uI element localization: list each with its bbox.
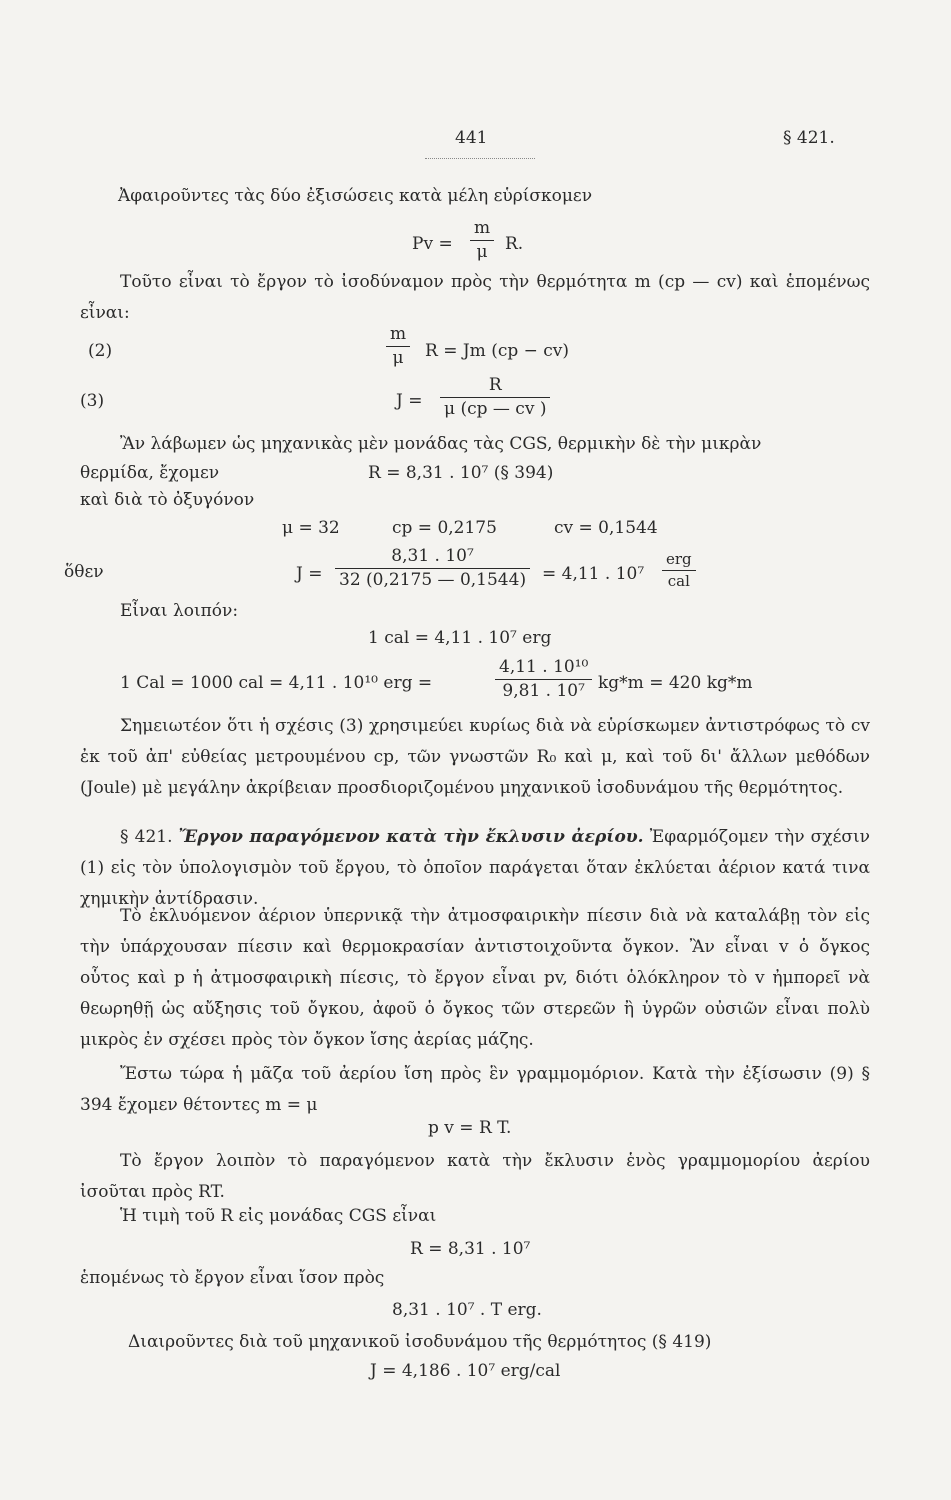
eq-j-right: = 4,11 . 10⁷ bbox=[542, 564, 645, 584]
eq2-denominator: μ bbox=[386, 346, 410, 367]
paragraph-oxygen: καὶ διὰ τὸ ὀξυγόνον bbox=[80, 490, 255, 510]
eq-kcal-denominator: 9,81 . 10⁷ bbox=[495, 679, 592, 700]
eq-j-label: ὅθεν bbox=[64, 562, 104, 582]
eq-j-unit bbox=[662, 552, 696, 589]
paragraph-mass: Ἔστω τώρα ἡ μᾶζα τοῦ ἀερίου ἴση πρὸς ἓν γραμμομόριον. Κατὰ τὴν ἐξίσωσιν (9) § 394 ἔχομεν θέτοντες m = μ bbox=[80, 1064, 870, 1115]
header-rule bbox=[425, 158, 535, 159]
constant-cp: cp = 0,2175 bbox=[392, 518, 497, 538]
page-number: 441 bbox=[455, 128, 488, 148]
eq-r: R = 8,31 . 10⁷ bbox=[410, 1239, 531, 1259]
eq2-right: R = Jm (cp − cv) bbox=[425, 341, 570, 361]
eq2-label: (2) bbox=[88, 341, 113, 361]
eq-kcal-left: 1 Cal = 1000 cal = 4,11 . 10¹⁰ erg = bbox=[120, 673, 433, 693]
eq-kcal-numerator: 4,11 . 10¹⁰ bbox=[499, 657, 589, 677]
section-title: Ἔργον παραγόμενον κατὰ τὴν ἔκλυσιν ἀερίου. bbox=[178, 827, 644, 847]
eq-kcal-fraction bbox=[495, 659, 592, 700]
eq-j-numerator: 8,31 . 10⁷ bbox=[391, 546, 474, 566]
eq-pv: p v = R T. bbox=[428, 1118, 512, 1138]
eq-j-left: J = bbox=[296, 564, 323, 584]
gas-constant-value: R = 8,31 . 10⁷ (§ 394) bbox=[368, 463, 554, 483]
eq-cal: 1 cal = 4,11 . 10⁷ erg bbox=[368, 628, 552, 648]
section-text: Ἐφαρμόζομεν τὴν σχέσιν (1) εἰς τὸν ὑπολογισμὸν τοῦ ἔργου, τὸ ὁποῖον παράγεται ὅταν ἐκλύεται ἀέριον κατά τινα χημικὴν ἀντίδρασιν. bbox=[80, 827, 871, 909]
therefore-text: Εἶναι λοιπόν: bbox=[120, 601, 239, 621]
paragraph-divide: Διαιροῦντες διὰ τοῦ μηχανικοῦ ἰσοδυνάμου τῆς θερμότητος (§ 419) bbox=[128, 1332, 712, 1352]
eq-final: J = 4,186 . 10⁷ erg/cal bbox=[370, 1361, 561, 1381]
paragraph-note: Σημειωτέον ὅτι ἡ σχέσις (3) χρησιμεύει κυρίως διὰ νὰ εὑρίσκωμεν ἀντιστρόφως τὸ cv ἐκ τοῦ ἀπ' εὐθείας μετρουμένου cp, τῶν γνωστῶν R₀ καὶ μ, καὶ τοῦ δι' ἄλλων μεθόδων (Joule) μὲ μεγάλην ἀκρίβειαν προσδιοριζομένου μηχανικοῦ ἰσοδυνάμου τῆς θερμότητος. bbox=[80, 716, 870, 798]
eq3-numerator: R bbox=[488, 375, 502, 395]
paragraph-rt: Τὸ ἔργον λοιπὸν τὸ παραγόμενον κατὰ τὴν ἔκλυσιν ἑνὸς γραμμομορίου ἀερίου ἰσοῦται πρὸς RT. bbox=[80, 1151, 870, 1202]
eq-j-denominator: 32 (0,2175 — 0,1544) bbox=[335, 568, 530, 589]
eq-kcal-right: kg*m = 420 kg*m bbox=[598, 673, 753, 693]
section-number: § 421. bbox=[120, 827, 173, 847]
eq3-fraction bbox=[440, 377, 550, 418]
eq-work: 8,31 . 10⁷ . T erg. bbox=[392, 1300, 542, 1320]
eq1-denominator: μ bbox=[470, 240, 494, 261]
constant-cv: cv = 0,1544 bbox=[554, 518, 658, 538]
eq1-numerator: m bbox=[474, 218, 491, 238]
eq3-label: (3) bbox=[80, 391, 105, 411]
eq3-left: J = bbox=[396, 391, 423, 411]
paragraph-units: Ἂν λάβωμεν ὡς μηχανικὰς μὲν μονάδας τὰς CGS, θερμικὴν δὲ τὴν μικρὰν bbox=[120, 434, 762, 454]
eq1-left: Pv = bbox=[412, 234, 453, 254]
paragraph-value: Ἡ τιμὴ τοῦ R εἰς μονάδας CGS εἶναι bbox=[120, 1206, 437, 1226]
eq3-denominator: μ (cp — cv ) bbox=[440, 397, 550, 418]
eq2-numerator: m bbox=[390, 324, 407, 344]
constant-mu: μ = 32 bbox=[282, 518, 340, 538]
paragraph-units-left: θερμίδα, ἔχομεν bbox=[80, 463, 220, 483]
eq-j-unit-numerator: erg bbox=[666, 550, 692, 568]
eq1-fraction bbox=[470, 220, 494, 261]
paragraph-gas: Τὸ ἐκλυόμενον ἀέριον ὑπερνικᾷ τὴν ἀτμοσφαιρικὴν πίεσιν διὰ νὰ καταλάβῃ τὸν εἰς τὴν ὑπάρχουσαν πίεσιν καὶ θερμοκρασίαν ἀντιστοιχοῦντα ὄγκον. Ἂν εἶναι v ὁ ὄγκος οὗτος καὶ p ἡ ἀτμοσφαιρικὴ πίεσις, τὸ ἔργον εἶναι pv, διότι ὁλόκληρον τὸ v ἠμπορεῖ νὰ θεωρηθῇ ὡς αὔξησις τοῦ ὄγκου, ἀφοῦ ὁ ὄγκος τῶν στερεῶν ἢ ὑγρῶν οὐσιῶν εἶναι πολὺ μικρὸς ἐν σχέσει πρὸς τὸν ὄγκον ἴσης ἀερίας μάζης. bbox=[80, 906, 870, 1050]
eq1-right: R. bbox=[505, 234, 524, 254]
paragraph-work: Τοῦτο εἶναι τὸ ἔργον τὸ ἰσοδύναμον πρὸς τὴν θερμότητα m (cp — cv) καὶ ἑπομένως εἶναι: bbox=[80, 272, 870, 323]
section-reference: § 421. bbox=[783, 128, 835, 148]
eq-j-unit-denominator: cal bbox=[662, 570, 696, 589]
intro-text: Ἀφαιροῦντες τὰς δύο ἐξισώσεις κατὰ μέλη εὑρίσκομεν bbox=[118, 186, 593, 206]
eq-j-fraction bbox=[335, 548, 530, 589]
eq2-fraction bbox=[386, 326, 410, 367]
paragraph-hence: ἑπομένως τὸ ἔργον εἶναι ἴσον πρὸς bbox=[80, 1268, 385, 1288]
